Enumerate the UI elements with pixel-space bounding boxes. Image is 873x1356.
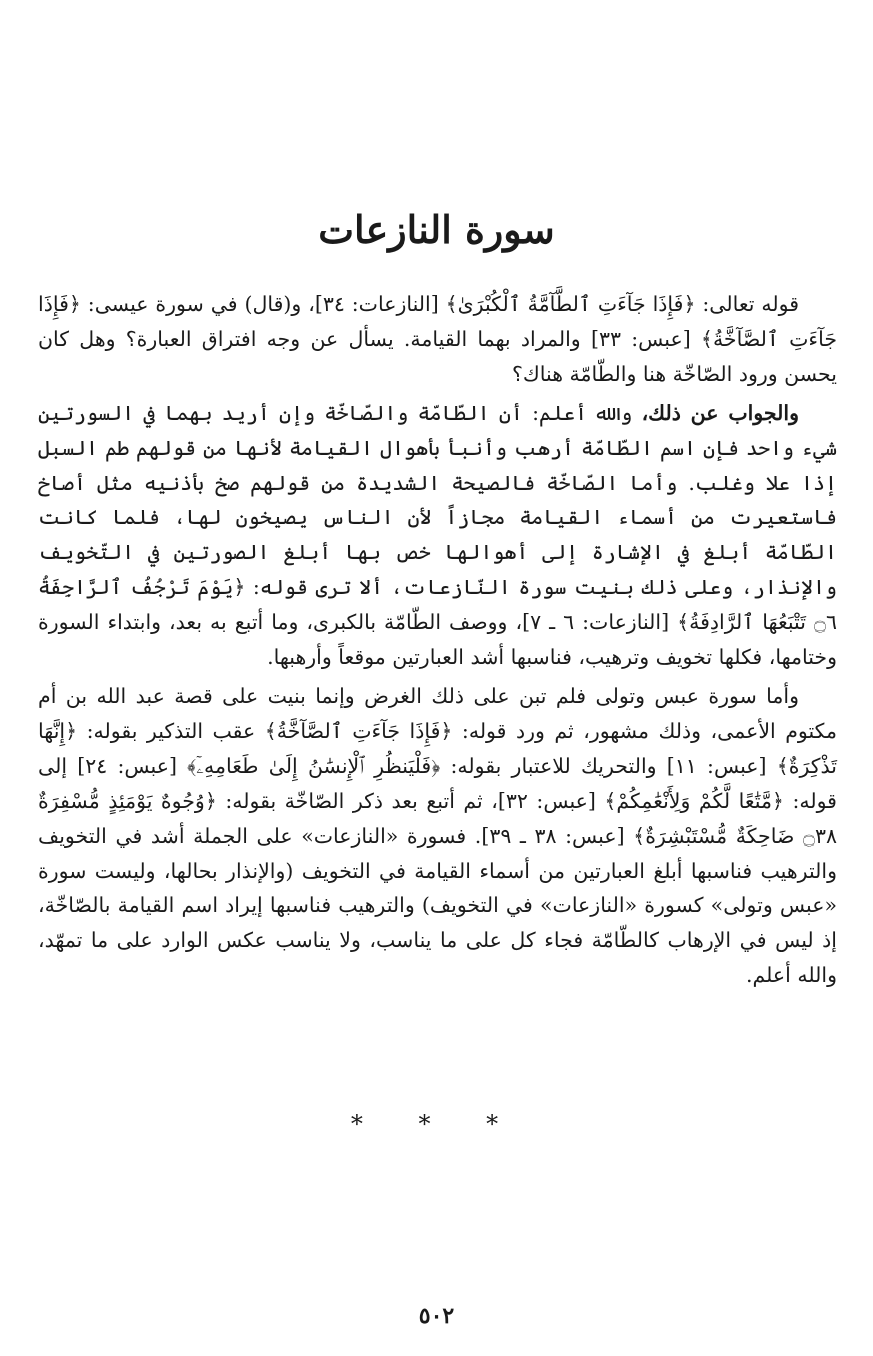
body-text (38, 287, 837, 993)
section-separator: * * * (350, 1110, 523, 1138)
paragraph-3 (38, 679, 837, 993)
paragraph-2 (38, 396, 837, 675)
paragraph-1 (38, 287, 837, 392)
paragraph-2-text: والله أعلم: أن الطّامّة والصّاخّة وإن أريد بهما في السورتين شيء واحد فإن اسم الطّامّة أرهب وأنبأ بأهوال القيامة لأنها من قولهم طم السبل إذا علا وغلب. وأما الصّاخّة فالصيحة الشديدة من قولهم صخ بأذنيه مثل أصاخ فاستعيرت من أسماء القيامة مجازاً لأن الناس يصيخون لها، فلما كانت الطّامّة أبلغ في الإشارة إلى أهوالها خص بها أبلغ الصورتين في التّخويف والإنذار، وعلى ذلك بنيت سورة النّازعات، ألا ترى قوله: ﴿يَوْمَ تَرْجُفُ ٱلرَّاجِفَةُ ۝٦ تَتْبَعُهَا ٱلرَّادِفَةُ﴾ [النازعات: ٦ ـ ٧]، ووصف الطّامّة بالكبرى، وما أتبع به بعد، وابتداء السورة وختامها، فكلها تخويف وترهيب، فناسبها أشد العبارتين موقعاً وأرهبها. (38, 400, 837, 670)
paragraph-3-text: وأما سورة عبس وتولى فلم تبن على ذلك الغرض وإنما بنيت على قصة عبد الله بن أم مكتوم الأعمى، وذلك مشهور، ثم ورد قوله: ﴿فَإِذَا جَآءَتِ ٱلصَّآخَّةُ﴾ عقب التذكير بقوله: ﴿إِنَّهَا تَذْكِرَةٌ﴾ [عبس: ١١] والتحريك للاعتبار بقوله: ﴿فَلْيَنظُرِ ٱلْإِنسَٰنُ إِلَىٰ طَعَامِهِۦٓ﴾ [عبس: ٢٤] إلى قوله: ﴿مَّتَٰعًا لَّكُمْ وَلِأَنْعَٰمِكُمْ﴾ [عبس: ٣٢]، ثم أتبع بعد ذكر الصّاخّة بقوله: ﴿وُجُوهٌ يَوْمَئِذٍ مُّسْفِرَةٌ ۝٣٨ ضَاحِكَةٌ مُّسْتَبْشِرَةٌ﴾ [عبس: ٣٨ ـ ٣٩]. فسورة «النازعات» على الجملة أشد في التخويف والترهيب فناسبها أبلغ العبارتين من أسماء القيامة في التخويف (والإنذار بحالها، وليست سورة «عبس وتولى» كسورة «النازعات» في التخويف) والترهيب فناسبها إيراد اسم القيامة بالصّاخّة، إذ ليس في الإرهاب كالطّامّة فجاء كل على ما يناسب، ولا يناسب عكس الوارد على ما تمهّد، والله أعلم. (38, 683, 838, 988)
paragraph-1-text: قوله تعالى: ﴿فَإِذَا جَآءَتِ ٱلطَّآمَّةُ ٱلْكُبْرَىٰ﴾ [النازعات: ٣٤]، و(قال) في سورة عيسى: ﴿فَإِذَا جَآءَتِ ٱلصَّآخَّةُ﴾ [عبس: ٣٣] والمراد بهما القيامة. يسأل عن وجه افتراق العبارة؟ وهل كان يحسن ورود الصّاخّة هنا والطّامّة هناك؟ (38, 292, 837, 386)
chapter-title: سورة النازعات (318, 207, 555, 252)
page-number: ٥٠٢ (418, 1303, 455, 1329)
answer-lead: والجواب عن ذلك، (641, 400, 799, 425)
